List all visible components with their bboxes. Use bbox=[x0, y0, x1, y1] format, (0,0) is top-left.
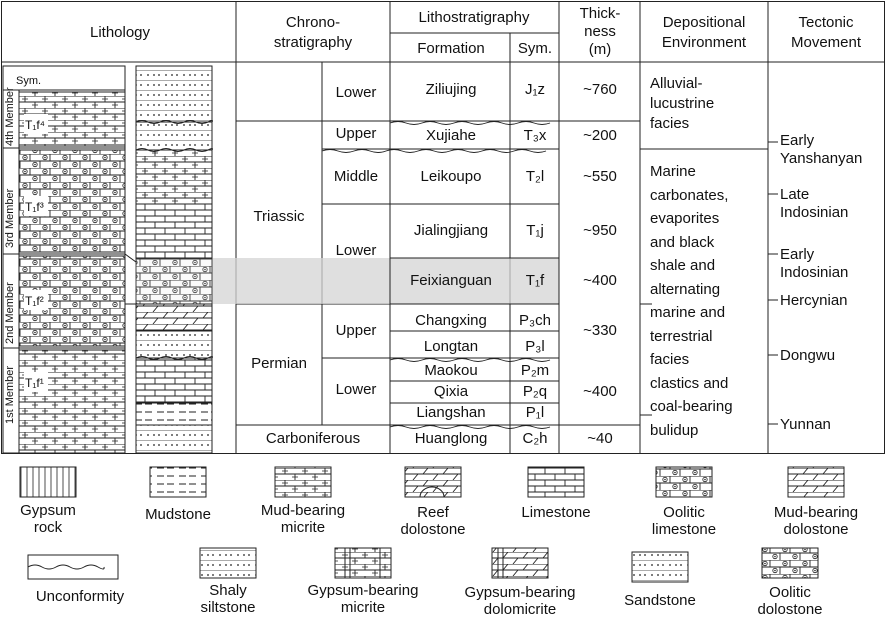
formation-sym: T₁j bbox=[526, 222, 544, 239]
legend-line: Unconformity bbox=[35, 588, 125, 605]
legend-gypsum-bearing-micrite bbox=[308, 582, 419, 616]
member-label-3: 3rd Member bbox=[4, 188, 16, 248]
env-line: coal-bearing bbox=[650, 398, 733, 415]
formation-sym: T₃x bbox=[523, 127, 547, 144]
legend-line: Mudstone bbox=[145, 506, 211, 523]
legend-gypsum-rock bbox=[20, 502, 76, 536]
formation-name: Changxing bbox=[415, 312, 487, 329]
tectonic-hercynian bbox=[780, 292, 848, 310]
legend-line: dolostone bbox=[783, 521, 849, 538]
legend-line: rock bbox=[33, 519, 63, 536]
legend-line: Limestone bbox=[521, 504, 591, 521]
member-column bbox=[3, 66, 125, 453]
env-line: facies bbox=[650, 351, 690, 368]
member-label-4: 4th Member bbox=[4, 87, 16, 146]
formation-name: Jialingjiang bbox=[413, 222, 489, 239]
legend-line: limestone bbox=[651, 521, 717, 538]
env-line: Marine bbox=[650, 163, 696, 180]
legend-mud-bearing-micrite bbox=[261, 502, 345, 536]
legend-line: Reef bbox=[417, 504, 449, 521]
formation-name: Huanglong bbox=[414, 430, 488, 447]
tectonic-line: Late bbox=[780, 186, 810, 203]
env-line: alternating bbox=[650, 280, 721, 298]
env-line: Alluvial- bbox=[650, 75, 703, 92]
series-permian-upper: Upper bbox=[335, 322, 377, 339]
header-formation: Formation bbox=[417, 40, 485, 57]
legend-line: Mud-bearing bbox=[260, 502, 346, 519]
header-environment-2: Environment bbox=[661, 34, 747, 51]
tectonic-late-indosinian bbox=[780, 186, 848, 222]
formation-sym: P₃l bbox=[525, 338, 545, 355]
legend-line: Oolitic bbox=[769, 584, 811, 601]
env-line: and black bbox=[650, 233, 715, 251]
tectonic-line: Early bbox=[780, 132, 815, 149]
member-label-2: 2nd Member bbox=[4, 282, 16, 344]
tectonic-line: Indosinian bbox=[780, 204, 849, 221]
formation-thickness: ~400 bbox=[583, 383, 617, 400]
legend-line: Shaly bbox=[209, 582, 247, 599]
legend-line: Oolitic bbox=[663, 504, 705, 521]
formation-name: Xujiahe bbox=[425, 127, 477, 144]
formation-sym: J₁z bbox=[524, 81, 546, 98]
env-line: facies bbox=[650, 115, 690, 132]
formation-name: Maokou bbox=[424, 362, 478, 379]
header-sym: Sym. bbox=[517, 40, 553, 57]
legend-line: Gypsum-bearing bbox=[464, 584, 576, 601]
legend-sandstone bbox=[624, 592, 696, 609]
formation-thickness: ~550 bbox=[583, 168, 617, 185]
header-thickness-3: (m) bbox=[588, 41, 612, 58]
series-triassic-middle: Middle bbox=[333, 168, 379, 185]
legend-line: Mud-bearing bbox=[773, 504, 859, 521]
formation-thickness: ~330 bbox=[583, 322, 617, 339]
header-environment-1: Depositional bbox=[662, 14, 746, 31]
legend-line: dolomicrite bbox=[483, 601, 557, 618]
env-marine bbox=[650, 160, 733, 442]
series-triassic-upper: Upper bbox=[335, 125, 377, 142]
env-line: marine and bbox=[650, 304, 726, 321]
member-label-1: 1st Member bbox=[4, 365, 16, 424]
header-thickness-2: ness bbox=[584, 23, 616, 40]
formation-name: Feixianguan bbox=[410, 272, 492, 289]
legend-line: micrite bbox=[280, 519, 326, 536]
tectonic-early-indosinian bbox=[780, 246, 848, 282]
member-sym-1: T₁f¹ bbox=[25, 376, 44, 390]
formation-thickness: ~200 bbox=[583, 127, 617, 144]
env-line: clastics and bbox=[650, 374, 729, 392]
legend-gypsum-bearing-dolomicrite bbox=[465, 584, 576, 618]
formation-thickness: ~40 bbox=[587, 430, 613, 447]
header-lithostratigraphy: Lithostratigraphy bbox=[418, 9, 530, 26]
header-thickness-1: Thick- bbox=[579, 5, 621, 22]
legend-line: Sandstone bbox=[624, 592, 696, 609]
formation-name: Liangshan bbox=[416, 404, 486, 421]
env-line: terrestrial bbox=[650, 327, 713, 345]
header-tectonic-1: Tectonic bbox=[798, 14, 854, 31]
series-triassic-lower: Lower bbox=[335, 242, 377, 259]
member-sym-2: T₁f² bbox=[25, 294, 44, 308]
formation-sym: P₂m bbox=[520, 362, 550, 379]
legend-line: dolostone bbox=[400, 521, 466, 538]
legend-mudstone bbox=[145, 506, 211, 523]
env-line: evaporites bbox=[650, 210, 720, 227]
tectonic-line: Indosinian bbox=[780, 264, 849, 281]
header-chrono-1: Chrono- bbox=[285, 14, 341, 31]
formation-name: Longtan bbox=[423, 338, 479, 355]
env-line: bulidup bbox=[650, 421, 699, 439]
formation-sym: P₂q bbox=[522, 383, 548, 400]
tectonic-dongwu bbox=[780, 347, 835, 365]
env-line: lucustrine bbox=[650, 95, 715, 112]
tectonic-line: Yanshanyan bbox=[780, 150, 863, 167]
formation-sym: C₂h bbox=[522, 430, 548, 447]
formation-sym: T₁f bbox=[525, 272, 545, 289]
legend-mud-bearing-dolostone bbox=[774, 504, 858, 538]
legend-oolitic-limestone bbox=[652, 504, 716, 538]
tectonic-yunnan bbox=[780, 416, 831, 434]
formation-name: Ziliujing bbox=[425, 81, 477, 98]
formation-name: Qixia bbox=[433, 383, 469, 400]
legend-line: micrite bbox=[340, 599, 386, 616]
formation-thickness: ~760 bbox=[583, 81, 617, 98]
header-tectonic-2: Movement bbox=[790, 34, 862, 51]
series-permian-lower: Lower bbox=[335, 381, 377, 398]
tectonic-line: Hercynian bbox=[780, 292, 848, 309]
system-permian: Permian bbox=[251, 355, 307, 372]
formation-thickness: ~950 bbox=[583, 222, 617, 239]
tectonic-line: Yunnan bbox=[780, 416, 831, 433]
env-alluvial bbox=[650, 74, 714, 134]
tectonic-early-yanshanyan bbox=[780, 132, 862, 168]
formation-sym: T₂l bbox=[525, 168, 545, 185]
formation-thickness: ~400 bbox=[583, 272, 617, 289]
legend-reef-dolostone bbox=[400, 504, 465, 538]
tectonic-line: Dongwu bbox=[780, 347, 836, 364]
system-carboniferous: Carboniferous bbox=[265, 430, 361, 447]
formation-sym: P₁l bbox=[525, 404, 545, 421]
column-sym-label: Sym. bbox=[16, 75, 42, 87]
legend-unconformity bbox=[36, 588, 124, 605]
header-lithology: Lithology bbox=[89, 24, 151, 41]
tectonic-line: Early bbox=[780, 246, 815, 263]
member-sym-4: T₁f⁴ bbox=[25, 118, 45, 132]
formation-sym: P₃ch bbox=[519, 312, 551, 329]
legend-line: Gypsum-bearing bbox=[307, 582, 419, 599]
env-line: shale and bbox=[650, 257, 716, 274]
legend-shaly-siltstone bbox=[200, 582, 255, 616]
series-jurassic-lower: Lower bbox=[335, 84, 377, 101]
formation-name: Leikoupo bbox=[420, 168, 482, 185]
header-chrono-2: stratigraphy bbox=[273, 34, 353, 51]
legend-line: siltstone bbox=[200, 599, 256, 616]
env-line: carbonates, bbox=[650, 186, 729, 204]
lithology-column bbox=[136, 66, 213, 453]
legend-limestone bbox=[521, 504, 590, 521]
legend-line: dolostone bbox=[757, 601, 823, 618]
legend-line: Gypsum bbox=[20, 502, 76, 519]
legend-oolitic-dolostone bbox=[757, 584, 822, 618]
system-triassic: Triassic bbox=[253, 208, 305, 225]
member-sym-3: T₁f³ bbox=[25, 200, 44, 214]
